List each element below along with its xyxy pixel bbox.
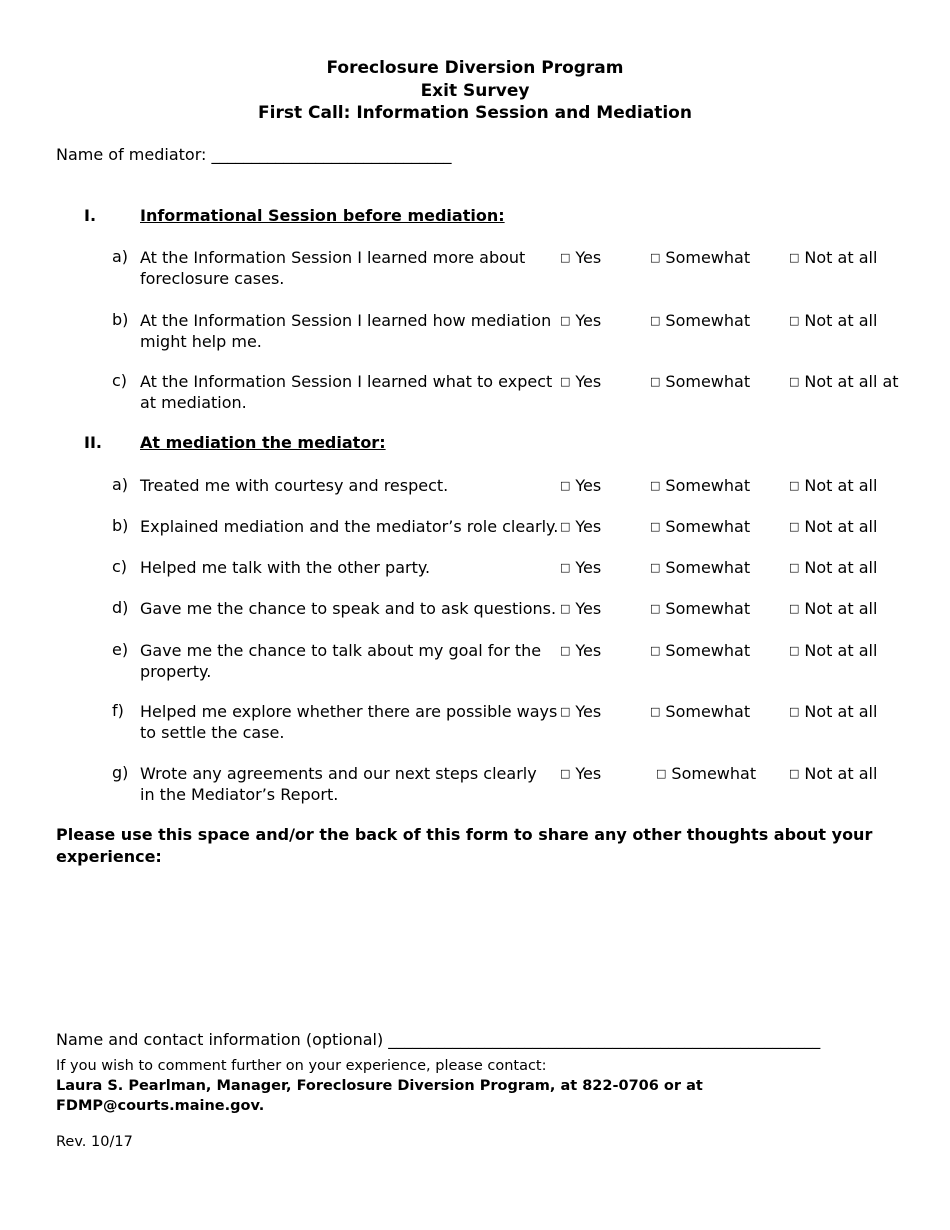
- checkbox-icon[interactable]: □: [560, 644, 571, 657]
- checkbox-icon[interactable]: □: [560, 479, 571, 492]
- mediator-name-field[interactable]: Name of mediator: ______________________________: [56, 145, 452, 164]
- checkbox-icon[interactable]: □: [560, 375, 571, 388]
- option-not-at-all[interactable]: □ Not at all at: [789, 372, 899, 391]
- form-subtitle: Exit Survey: [420, 81, 530, 101]
- manager-contact: [56, 1076, 703, 1116]
- checkbox-icon[interactable]: □: [650, 705, 661, 718]
- section-2-heading: At mediation the mediator:: [140, 433, 386, 452]
- question-text: Helped me explore whether there are possible ways: [140, 702, 558, 721]
- question-text-cont: in the Mediator’s Report.: [140, 785, 339, 804]
- question-text-cont: foreclosure cases.: [140, 269, 285, 288]
- question-letter: a): [112, 247, 129, 266]
- checkbox-icon[interactable]: □: [560, 314, 571, 327]
- question-text: Gave me the chance to talk about my goal for the: [140, 641, 542, 660]
- option-somewhat[interactable]: □ Somewhat: [650, 702, 751, 721]
- checkbox-icon[interactable]: □: [650, 375, 661, 388]
- comments-area[interactable]: [56, 880, 876, 1015]
- manager-email[interactable]: FDMP@courts.maine.gov.: [56, 1098, 265, 1114]
- question-text: At the Information Session I learned what to expect: [140, 372, 553, 391]
- option-somewhat[interactable]: □ Somewhat: [650, 558, 751, 577]
- option-yes[interactable]: □ Yes: [560, 476, 602, 495]
- option-not-at-all[interactable]: □ Not at all: [789, 599, 878, 618]
- option-somewhat[interactable]: □ Somewhat: [650, 476, 751, 495]
- checkbox-icon[interactable]: □: [789, 314, 800, 327]
- option-somewhat[interactable]: □ Somewhat: [656, 764, 757, 783]
- checkbox-icon[interactable]: □: [560, 561, 571, 574]
- question-text: At the Information Session I learned how mediation: [140, 311, 552, 330]
- option-somewhat[interactable]: □ Somewhat: [650, 641, 751, 660]
- question-letter: a): [112, 475, 129, 494]
- question-text: Helped me talk with the other party.: [140, 558, 431, 577]
- option-yes[interactable]: □ Yes: [560, 702, 602, 721]
- checkbox-icon[interactable]: □: [650, 479, 661, 492]
- option-yes[interactable]: □ Yes: [560, 764, 602, 783]
- question-text-cont: property.: [140, 662, 212, 681]
- checkbox-icon[interactable]: □: [789, 479, 800, 492]
- section-1-number: I.: [84, 206, 97, 225]
- question-letter: g): [112, 763, 129, 782]
- manager-contact-line1: Laura S. Pearlman, Manager, Foreclosure Diversion Program, at 822-0706 or at: [56, 1078, 703, 1094]
- question-letter: b): [112, 516, 129, 535]
- option-somewhat[interactable]: □ Somewhat: [650, 372, 751, 391]
- question-text-cont: at mediation.: [140, 393, 247, 412]
- question-text: Treated me with courtesy and respect.: [140, 476, 449, 495]
- option-yes[interactable]: □ Yes: [560, 311, 602, 330]
- question-letter: f): [112, 701, 124, 720]
- option-somewhat[interactable]: □ Somewhat: [650, 599, 751, 618]
- comments-prompt: Please use this space and/or the back of this form to share any other thoughts about your experience:: [56, 825, 873, 866]
- contact-info-field[interactable]: Name and contact information (optional) ______________________________________________________: [56, 1030, 821, 1049]
- question-text: Explained mediation and the mediator’s role clearly.: [140, 517, 559, 536]
- checkbox-icon[interactable]: □: [560, 705, 571, 718]
- option-not-at-all[interactable]: □ Not at all: [789, 558, 878, 577]
- checkbox-icon[interactable]: □: [789, 375, 800, 388]
- checkbox-icon[interactable]: □: [560, 251, 571, 264]
- question-letter: e): [112, 640, 129, 659]
- option-yes[interactable]: □ Yes: [560, 517, 602, 536]
- option-yes[interactable]: □ Yes: [560, 372, 602, 391]
- option-not-at-all[interactable]: □ Not at all: [789, 702, 878, 721]
- checkbox-icon[interactable]: □: [789, 644, 800, 657]
- checkbox-icon[interactable]: □: [650, 644, 661, 657]
- checkbox-icon[interactable]: □: [650, 251, 661, 264]
- checkbox-icon[interactable]: □: [656, 767, 667, 780]
- option-yes[interactable]: □ Yes: [560, 641, 602, 660]
- checkbox-icon[interactable]: □: [789, 602, 800, 615]
- question-text-cont: might help me.: [140, 332, 262, 351]
- checkbox-icon[interactable]: □: [560, 602, 571, 615]
- checkbox-icon[interactable]: □: [650, 520, 661, 533]
- option-not-at-all[interactable]: □ Not at all: [789, 517, 878, 536]
- option-not-at-all[interactable]: □ Not at all: [789, 311, 878, 330]
- question-text: At the Information Session I learned more about: [140, 248, 526, 267]
- checkbox-icon[interactable]: □: [789, 251, 800, 264]
- section-1-heading: Informational Session before mediation:: [140, 206, 505, 225]
- option-somewhat[interactable]: □ Somewhat: [650, 311, 751, 330]
- checkbox-icon[interactable]: □: [560, 520, 571, 533]
- option-yes[interactable]: □ Yes: [560, 558, 602, 577]
- option-not-at-all[interactable]: □ Not at all: [789, 248, 878, 267]
- revision-date: Rev. 10/17: [56, 1134, 133, 1150]
- option-yes[interactable]: □ Yes: [560, 599, 602, 618]
- option-somewhat[interactable]: □ Somewhat: [650, 248, 751, 267]
- option-yes[interactable]: □ Yes: [560, 248, 602, 267]
- checkbox-icon[interactable]: □: [650, 314, 661, 327]
- checkbox-icon[interactable]: □: [789, 767, 800, 780]
- option-not-at-all[interactable]: □ Not at all: [789, 641, 878, 660]
- form-title: Foreclosure Diversion Program: [326, 58, 624, 78]
- option-somewhat[interactable]: □ Somewhat: [650, 517, 751, 536]
- question-text: Wrote any agreements and our next steps clearly: [140, 764, 537, 783]
- checkbox-icon[interactable]: □: [650, 561, 661, 574]
- question-text-cont: to settle the case.: [140, 723, 285, 742]
- question-letter: c): [112, 371, 128, 390]
- checkbox-icon[interactable]: □: [789, 520, 800, 533]
- checkbox-icon[interactable]: □: [789, 561, 800, 574]
- option-not-at-all[interactable]: □ Not at all: [789, 764, 878, 783]
- form-call-title: First Call: Information Session and Mediation: [258, 103, 692, 123]
- question-letter: d): [112, 598, 129, 617]
- checkbox-icon[interactable]: □: [560, 767, 571, 780]
- checkbox-icon[interactable]: □: [789, 705, 800, 718]
- option-not-at-all[interactable]: □ Not at all: [789, 476, 878, 495]
- question-letter: b): [112, 310, 129, 329]
- question-text: Gave me the chance to speak and to ask questions.: [140, 599, 557, 618]
- section-2-number: II.: [84, 433, 102, 452]
- question-letter: c): [112, 557, 128, 576]
- comment-note: If you wish to comment further on your experience, please contact:: [56, 1058, 547, 1074]
- checkbox-icon[interactable]: □: [650, 602, 661, 615]
